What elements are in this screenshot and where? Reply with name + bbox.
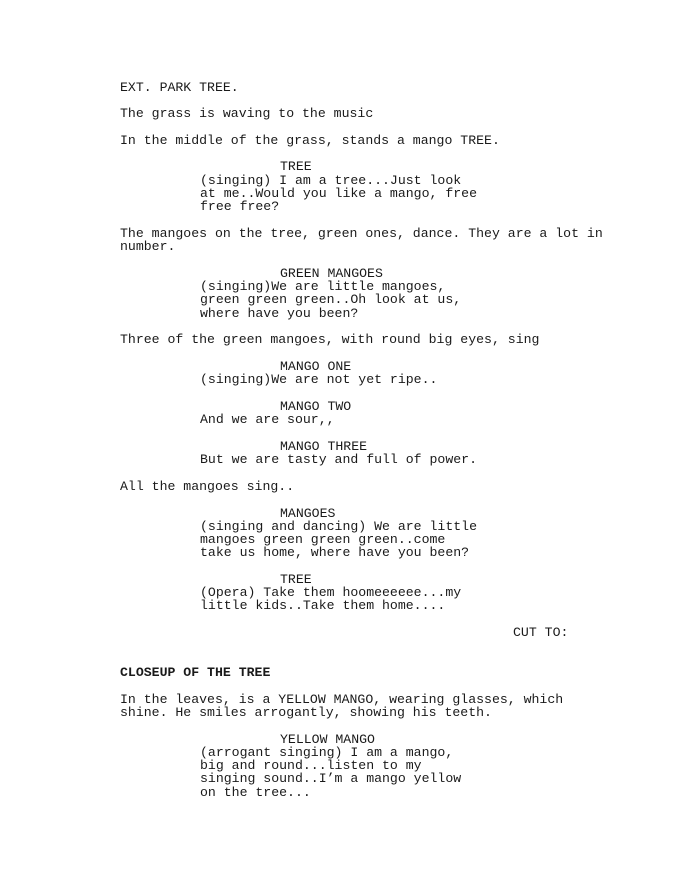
character-name: MANGO ONE [280, 359, 352, 374]
dialogue-line: (singing and dancing) We are little [200, 519, 477, 534]
dialogue-line: at me..Would you like a mango, free [200, 186, 477, 201]
dialogue-line: singing sound..I’m a mango yellow [200, 771, 462, 786]
character-name: YELLOW MANGO [280, 732, 375, 747]
action-line: In the leaves, is a YELLOW MANGO, wearing glasses, which [120, 692, 564, 707]
transition: CUT TO: [513, 625, 569, 640]
dialogue-line: (singing)We are not yet ripe.. [200, 372, 438, 387]
dialogue-line: But we are tasty and full of power. [200, 452, 477, 467]
action-line: Three of the green mangoes, with round big eyes, sing [120, 332, 540, 347]
action-line: The mangoes on the tree, green ones, dance. They are a lot in [120, 226, 603, 241]
dialogue-line: green green green..Oh look at us, [200, 292, 462, 307]
action-line: number. [120, 239, 176, 254]
dialogue-line: And we are sour,, [200, 412, 335, 427]
character-name: MANGO THREE [280, 439, 368, 454]
action-line: shine. He smiles arrogantly, showing his teeth. [120, 705, 492, 720]
action-line: The grass is waving to the music [120, 106, 374, 121]
dialogue-line: (singing) I am a tree...Just look [200, 173, 462, 188]
dialogue-line: (singing)We are little mangoes, [200, 279, 446, 294]
dialogue-line: take us home, where have you been? [200, 545, 470, 560]
character-name: MANGOES [280, 506, 336, 521]
dialogue-line: big and round...listen to my [200, 758, 422, 773]
dialogue-line: mangoes green green green..come [200, 532, 446, 547]
character-name: GREEN MANGOES [280, 266, 383, 281]
scene-heading: EXT. PARK TREE. [120, 80, 239, 95]
dialogue-line: (Opera) Take them hoomeeeeee...my [200, 585, 462, 600]
character-name: MANGO TWO [280, 399, 352, 414]
dialogue-line: free free? [200, 199, 280, 214]
character-name: TREE [280, 572, 312, 587]
action-line: All the mangoes sing.. [120, 479, 295, 494]
scene-heading: CLOSEUP OF THE TREE [120, 665, 271, 680]
action-line: In the middle of the grass, stands a mango TREE. [120, 133, 500, 148]
character-name: TREE [280, 159, 312, 174]
dialogue-line: where have you been? [200, 306, 359, 321]
dialogue-line: on the tree... [200, 785, 311, 800]
dialogue-line: little kids..Take them home.... [200, 598, 446, 613]
dialogue-line: (arrogant singing) I am a mango, [200, 745, 454, 760]
